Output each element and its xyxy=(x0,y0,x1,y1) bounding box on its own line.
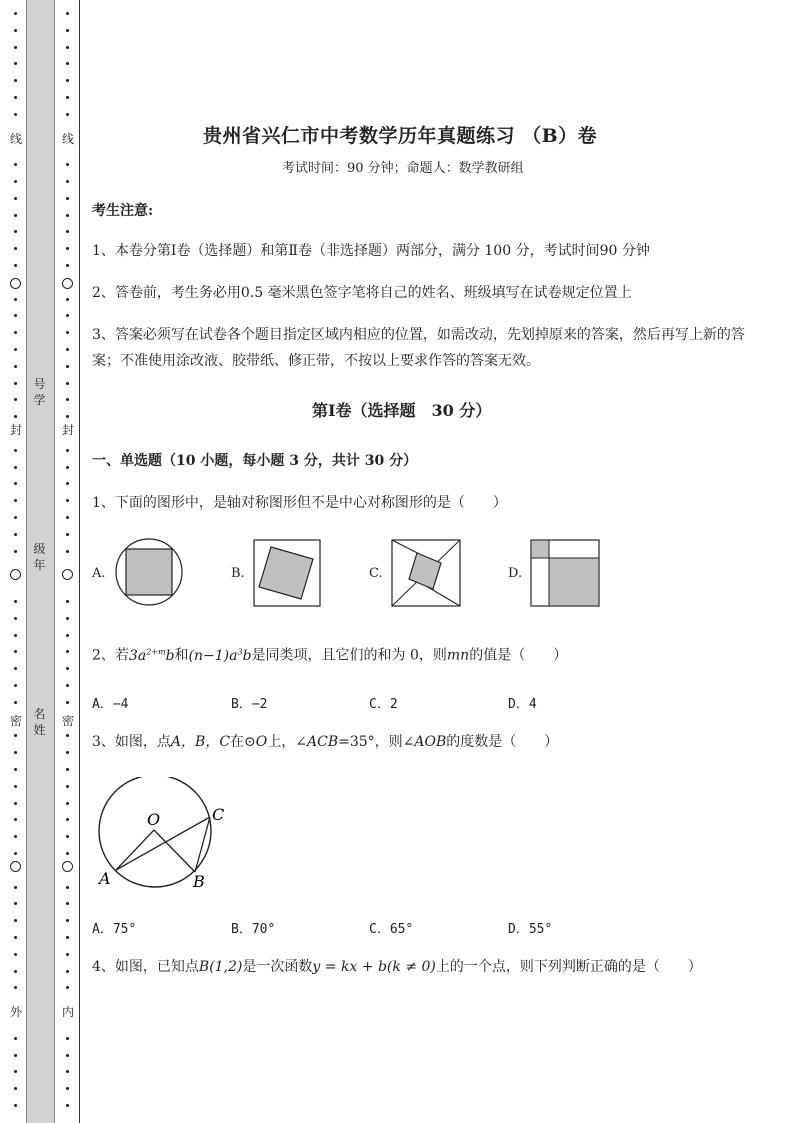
margin-dot xyxy=(66,970,69,973)
margin-dot xyxy=(14,180,17,183)
margin-dot xyxy=(14,247,17,250)
margin-label: 外 xyxy=(9,1005,22,1019)
margin-dot xyxy=(66,382,69,385)
margin-circle-mark xyxy=(10,569,21,580)
margin-dot xyxy=(66,1087,69,1090)
margin-dot xyxy=(14,768,17,771)
margin-dot xyxy=(66,398,69,401)
margin-dot xyxy=(14,617,17,620)
q1-option-b-label: B. xyxy=(231,566,245,581)
margin-dot xyxy=(66,550,69,553)
q1-option-d-label: D. xyxy=(508,566,523,581)
question-1-stem: 1、下面的图形中，是轴对称图形但不是中心对称图形的是（ ） xyxy=(92,495,507,511)
notice-item: 1、本卷分第Ⅰ卷（选择题）和第Ⅱ卷（非选择题）两部分，满分 100 分，考试时间90 分钟 xyxy=(92,243,650,259)
point-label-o: O xyxy=(147,810,161,829)
margin-dot xyxy=(66,734,69,737)
q2-option-d: D．4 xyxy=(508,697,537,712)
margin-dot xyxy=(14,634,17,637)
q1-figure-a xyxy=(114,537,184,607)
margin-dot xyxy=(66,701,69,704)
point-label-b: B xyxy=(193,872,205,891)
margin-label: 内 xyxy=(61,1005,74,1019)
margin-dot xyxy=(14,499,17,502)
margin-dot xyxy=(66,835,69,838)
grade-label: 级 年 xyxy=(33,542,46,572)
margin-dot xyxy=(66,499,69,502)
margin-dot xyxy=(14,953,17,956)
q1-figure-b xyxy=(253,539,321,607)
margin-dot xyxy=(66,852,69,855)
margin-circle-mark xyxy=(62,569,73,580)
margin-dot xyxy=(14,29,17,32)
margin-dot xyxy=(14,818,17,821)
margin-dot xyxy=(14,415,17,418)
margin-dot xyxy=(66,768,69,771)
margin-dot xyxy=(14,230,17,233)
margin-label: 封 xyxy=(61,423,74,437)
margin-dot xyxy=(14,214,17,217)
margin-dot xyxy=(14,348,17,351)
margin-dot xyxy=(66,331,69,334)
margin-dot xyxy=(66,214,69,217)
section-title: 第Ⅰ卷（选择题 30 分） xyxy=(312,401,492,420)
margin-dot xyxy=(14,919,17,922)
margin-dot xyxy=(66,96,69,99)
margin-dot xyxy=(14,533,17,536)
margin-dot xyxy=(14,886,17,889)
margin-dot xyxy=(66,482,69,485)
margin-dot xyxy=(66,650,69,653)
margin-circle-mark xyxy=(10,861,21,872)
margin-dot xyxy=(14,1070,17,1073)
margin-dot xyxy=(14,382,17,385)
margin-dot xyxy=(14,1104,17,1107)
margin-dot xyxy=(14,936,17,939)
margin-dot xyxy=(66,264,69,267)
margin-dot xyxy=(66,667,69,670)
q3-option-d: D．55° xyxy=(508,922,553,937)
notice-item: 2、答卷前，考生务必用0.5 毫米黑色签字笔将自己的姓名、班级填写在试卷规定位置上 xyxy=(92,285,632,301)
q3-option-b: B．70° xyxy=(231,922,276,937)
margin-dot xyxy=(14,96,17,99)
margin-dot xyxy=(14,482,17,485)
q1-figure-d xyxy=(530,539,600,607)
point-label-c: C xyxy=(212,805,225,824)
margin-dot xyxy=(14,650,17,653)
q3-circle-figure xyxy=(92,777,242,892)
q3-option-a: A．75° xyxy=(92,922,137,937)
margin-label: 密 xyxy=(9,714,22,728)
margin-dot xyxy=(14,62,17,65)
margin-dot xyxy=(14,835,17,838)
margin-dot xyxy=(14,264,17,267)
margin-dot xyxy=(14,852,17,855)
margin-dot xyxy=(66,1070,69,1073)
margin-dot xyxy=(66,1054,69,1057)
q2-option-a: A．−4 xyxy=(92,697,129,712)
margin-dot xyxy=(14,314,17,317)
margin-dot xyxy=(14,516,17,519)
margin-dot xyxy=(14,79,17,82)
binding-margin-left xyxy=(8,0,24,1123)
margin-dot xyxy=(66,986,69,989)
margin-dot xyxy=(66,902,69,905)
margin-label: 线 xyxy=(61,132,74,146)
margin-dot xyxy=(66,466,69,469)
margin-dot xyxy=(14,1037,17,1040)
margin-dot xyxy=(66,818,69,821)
point-label-a: A xyxy=(99,869,111,888)
margin-dot xyxy=(14,751,17,754)
name-label: 名 姓 xyxy=(33,707,46,737)
margin-dot xyxy=(66,516,69,519)
margin-dot xyxy=(66,785,69,788)
margin-dot xyxy=(66,247,69,250)
margin-dot xyxy=(14,902,17,905)
margin-dot xyxy=(66,230,69,233)
margin-dot xyxy=(14,113,17,116)
margin-dot xyxy=(66,1104,69,1107)
margin-dot xyxy=(66,919,69,922)
margin-dot xyxy=(14,785,17,788)
margin-dot xyxy=(14,466,17,469)
student-number-label: 号 学 xyxy=(33,377,46,407)
margin-dot xyxy=(66,449,69,452)
margin-circle-mark xyxy=(62,861,73,872)
part-heading: 一、单选题（10 小题，每小题 3 分，共计 30 分） xyxy=(92,453,418,469)
margin-dot xyxy=(14,684,17,687)
margin-dot xyxy=(66,802,69,805)
margin-dot xyxy=(66,415,69,418)
margin-dot xyxy=(66,298,69,301)
margin-dot xyxy=(66,533,69,536)
margin-circle-mark xyxy=(10,278,21,289)
margin-dot xyxy=(14,1054,17,1057)
binding-line xyxy=(79,0,80,1123)
margin-dot xyxy=(66,62,69,65)
margin-label: 封 xyxy=(9,423,22,437)
margin-dot xyxy=(14,398,17,401)
margin-dot xyxy=(14,163,17,166)
margin-dot xyxy=(66,684,69,687)
margin-dot xyxy=(66,600,69,603)
margin-dot xyxy=(66,12,69,15)
margin-dot xyxy=(66,180,69,183)
notice-item: 3、答案必须写在试卷各个题目指定区域内相应的位置，如需改动，先划掉原来的答案，然后再写上新的答案；不准使用涂改液、胶带纸、修正带，不按以上要求作答的答案无效。 xyxy=(92,327,745,369)
margin-dot xyxy=(66,365,69,368)
margin-dot xyxy=(14,1087,17,1090)
margin-dot xyxy=(66,617,69,620)
question-3-stem: 3、如图，点A，B，C在⊙O上，∠ACB=35°，则∠AOB的度数是（ ） xyxy=(92,734,559,750)
notice-heading: 考生注意: xyxy=(92,203,154,219)
margin-dot xyxy=(66,1037,69,1040)
margin-dot xyxy=(14,550,17,553)
margin-dot xyxy=(14,298,17,301)
margin-dot xyxy=(14,197,17,200)
margin-dot xyxy=(14,449,17,452)
margin-dot xyxy=(66,936,69,939)
margin-dot xyxy=(66,634,69,637)
margin-dot xyxy=(14,986,17,989)
margin-dot xyxy=(66,46,69,49)
margin-dot xyxy=(14,970,17,973)
margin-dot xyxy=(14,701,17,704)
margin-dot xyxy=(66,163,69,166)
margin-dot xyxy=(14,802,17,805)
question-2-stem: 2、若$3a^{2+m}b$和$(n-1)a^3b$是同类项，且它们的和为 0，则mn的值是（ ） xyxy=(92,647,568,664)
margin-dot xyxy=(14,734,17,737)
page-title: 贵州省兴仁市中考数学历年真题练习 （B）卷 xyxy=(203,125,598,147)
margin-dot xyxy=(14,46,17,49)
margin-dot xyxy=(66,29,69,32)
q1-option-c-label: C. xyxy=(369,566,383,581)
exam-info: 考试时间：90 分钟；命题人：数学教研组 xyxy=(282,161,524,176)
margin-dot xyxy=(66,751,69,754)
margin-dot xyxy=(66,953,69,956)
margin-dot xyxy=(14,600,17,603)
margin-dot xyxy=(14,667,17,670)
q1-figure-c xyxy=(391,539,461,607)
margin-circle-mark xyxy=(62,278,73,289)
question-4-stem: 4、如图，已知点B(1,2)是一次函数y = kx + b(k ≠ 0)上的一个点，则下列判断正确的是（ ） xyxy=(92,959,702,975)
margin-dot xyxy=(66,197,69,200)
margin-dot xyxy=(66,113,69,116)
margin-label: 线 xyxy=(9,132,22,146)
margin-dot xyxy=(14,12,17,15)
binding-margin-right xyxy=(60,0,76,1123)
margin-dot xyxy=(66,79,69,82)
margin-label: 密 xyxy=(61,714,74,728)
q2-option-b: B．−2 xyxy=(231,697,268,712)
q1-option-a-label: A. xyxy=(92,566,106,581)
q3-option-c: C．65° xyxy=(369,922,414,937)
margin-dot xyxy=(66,886,69,889)
margin-dot xyxy=(14,331,17,334)
margin-dot xyxy=(14,365,17,368)
margin-dot xyxy=(66,314,69,317)
margin-dot xyxy=(66,348,69,351)
q2-option-c: C．2 xyxy=(369,697,398,712)
